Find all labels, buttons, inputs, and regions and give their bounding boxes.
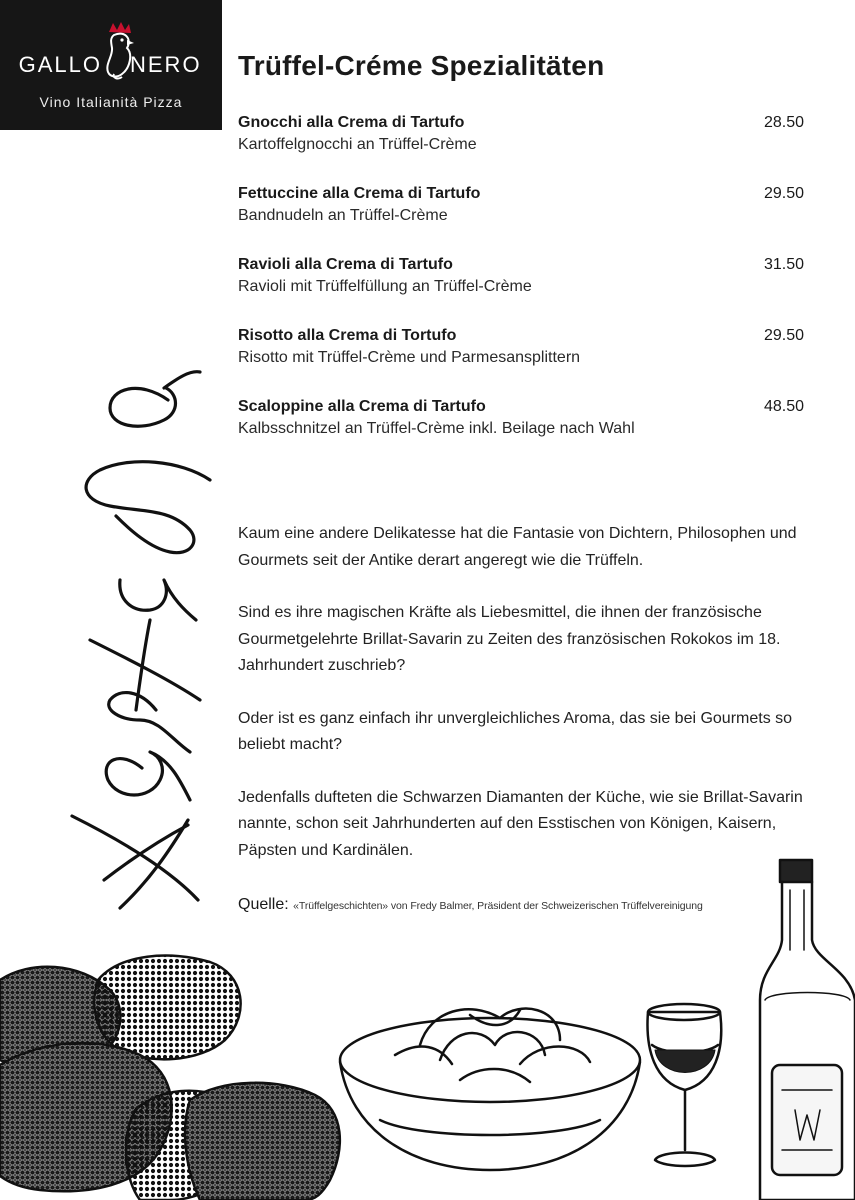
page-title: Trüffel-Créme Spezialitäten [238, 50, 605, 81]
menu-item [238, 254, 804, 325]
story-paragraph: Jedenfalls dufteten die Schwarzen Diamanten der Küche, wie sie Brillat-Savarin nannte, schon seit Jahrhunderten auf den Esstischen von Königen, Kaisern, Päpsten und Kardinälen. [238, 788, 803, 859]
wine-glass-icon [647, 1004, 721, 1166]
dish-name: Gnocchi alla Crema di Tartufo [238, 114, 465, 131]
rooster-icon [100, 20, 138, 84]
dish-description: Kalbsschnitzel an Trüffel-Crème inkl. Beilage nach Wahl [238, 420, 635, 437]
dish-description: Risotto mit Trüffel-Crème und Parmesansplittern [238, 349, 581, 366]
story-paragraph: Oder ist es ganz einfach ihr unvergleichliches Aroma, das sie bei Gourmets so beliebt macht? [238, 709, 793, 753]
menu-item [238, 396, 804, 467]
logo-name-nero: NERO [130, 52, 202, 77]
dish-description: Ravioli mit Trüffelfüllung an Trüffel-Crème [238, 278, 532, 295]
story-paragraph: Kaum eine andere Delikatesse hat die Fantasie von Dichtern, Philosophen und Gourmets seit der Antike derart angeregt wie die Trüffeln. [238, 525, 797, 569]
menu-list [238, 112, 804, 467]
wine-bottle-icon [760, 860, 855, 1200]
script-word-tartufo [60, 280, 220, 920]
food-illustration [0, 850, 855, 1200]
menu-item [238, 183, 804, 254]
dish-price: 28.50 [763, 114, 804, 131]
dish-name: Fettuccine alla Crema di Tartufo [238, 185, 481, 202]
truffles-icon [0, 956, 340, 1200]
menu-item [238, 112, 804, 183]
pasta-bowl-icon [340, 1009, 640, 1170]
menu-item [238, 325, 804, 396]
dish-price: 29.50 [763, 185, 804, 202]
dish-price: 31.50 [763, 256, 804, 273]
dish-price: 29.50 [763, 327, 804, 344]
source-label: Quelle: [238, 896, 289, 913]
story-text [238, 521, 828, 890]
dish-price: 48.50 [763, 398, 804, 415]
dish-description: Kartoffelgnocchi an Trüffel-Crème [238, 136, 477, 153]
dish-name: Ravioli alla Crema di Tartufo [238, 256, 453, 273]
source-text: «Trüffelgeschichten» von Fredy Balmer, Präsident der Schweizerischen Trüffelvereinigung [293, 900, 703, 912]
dish-name: Risotto alla Crema di Tortufo [238, 327, 457, 344]
logo-name-gallo: GALLO [18, 52, 102, 77]
logo-tagline: Vino Italianità Pizza [39, 94, 183, 110]
restaurant-logo [0, 0, 222, 130]
story-paragraph: Sind es ihre magischen Kräfte als Liebesmittel, die ihnen der französische Gourmetgelehrte Brillat-Savarin zu Zeiten des französischen Rokokos im 18. Jahrhundert zuschrieb? [238, 604, 781, 674]
dish-description: Bandnudeln an Trüffel-Crème [238, 207, 448, 224]
dish-name: Scaloppine alla Crema di Tartufo [238, 398, 486, 415]
